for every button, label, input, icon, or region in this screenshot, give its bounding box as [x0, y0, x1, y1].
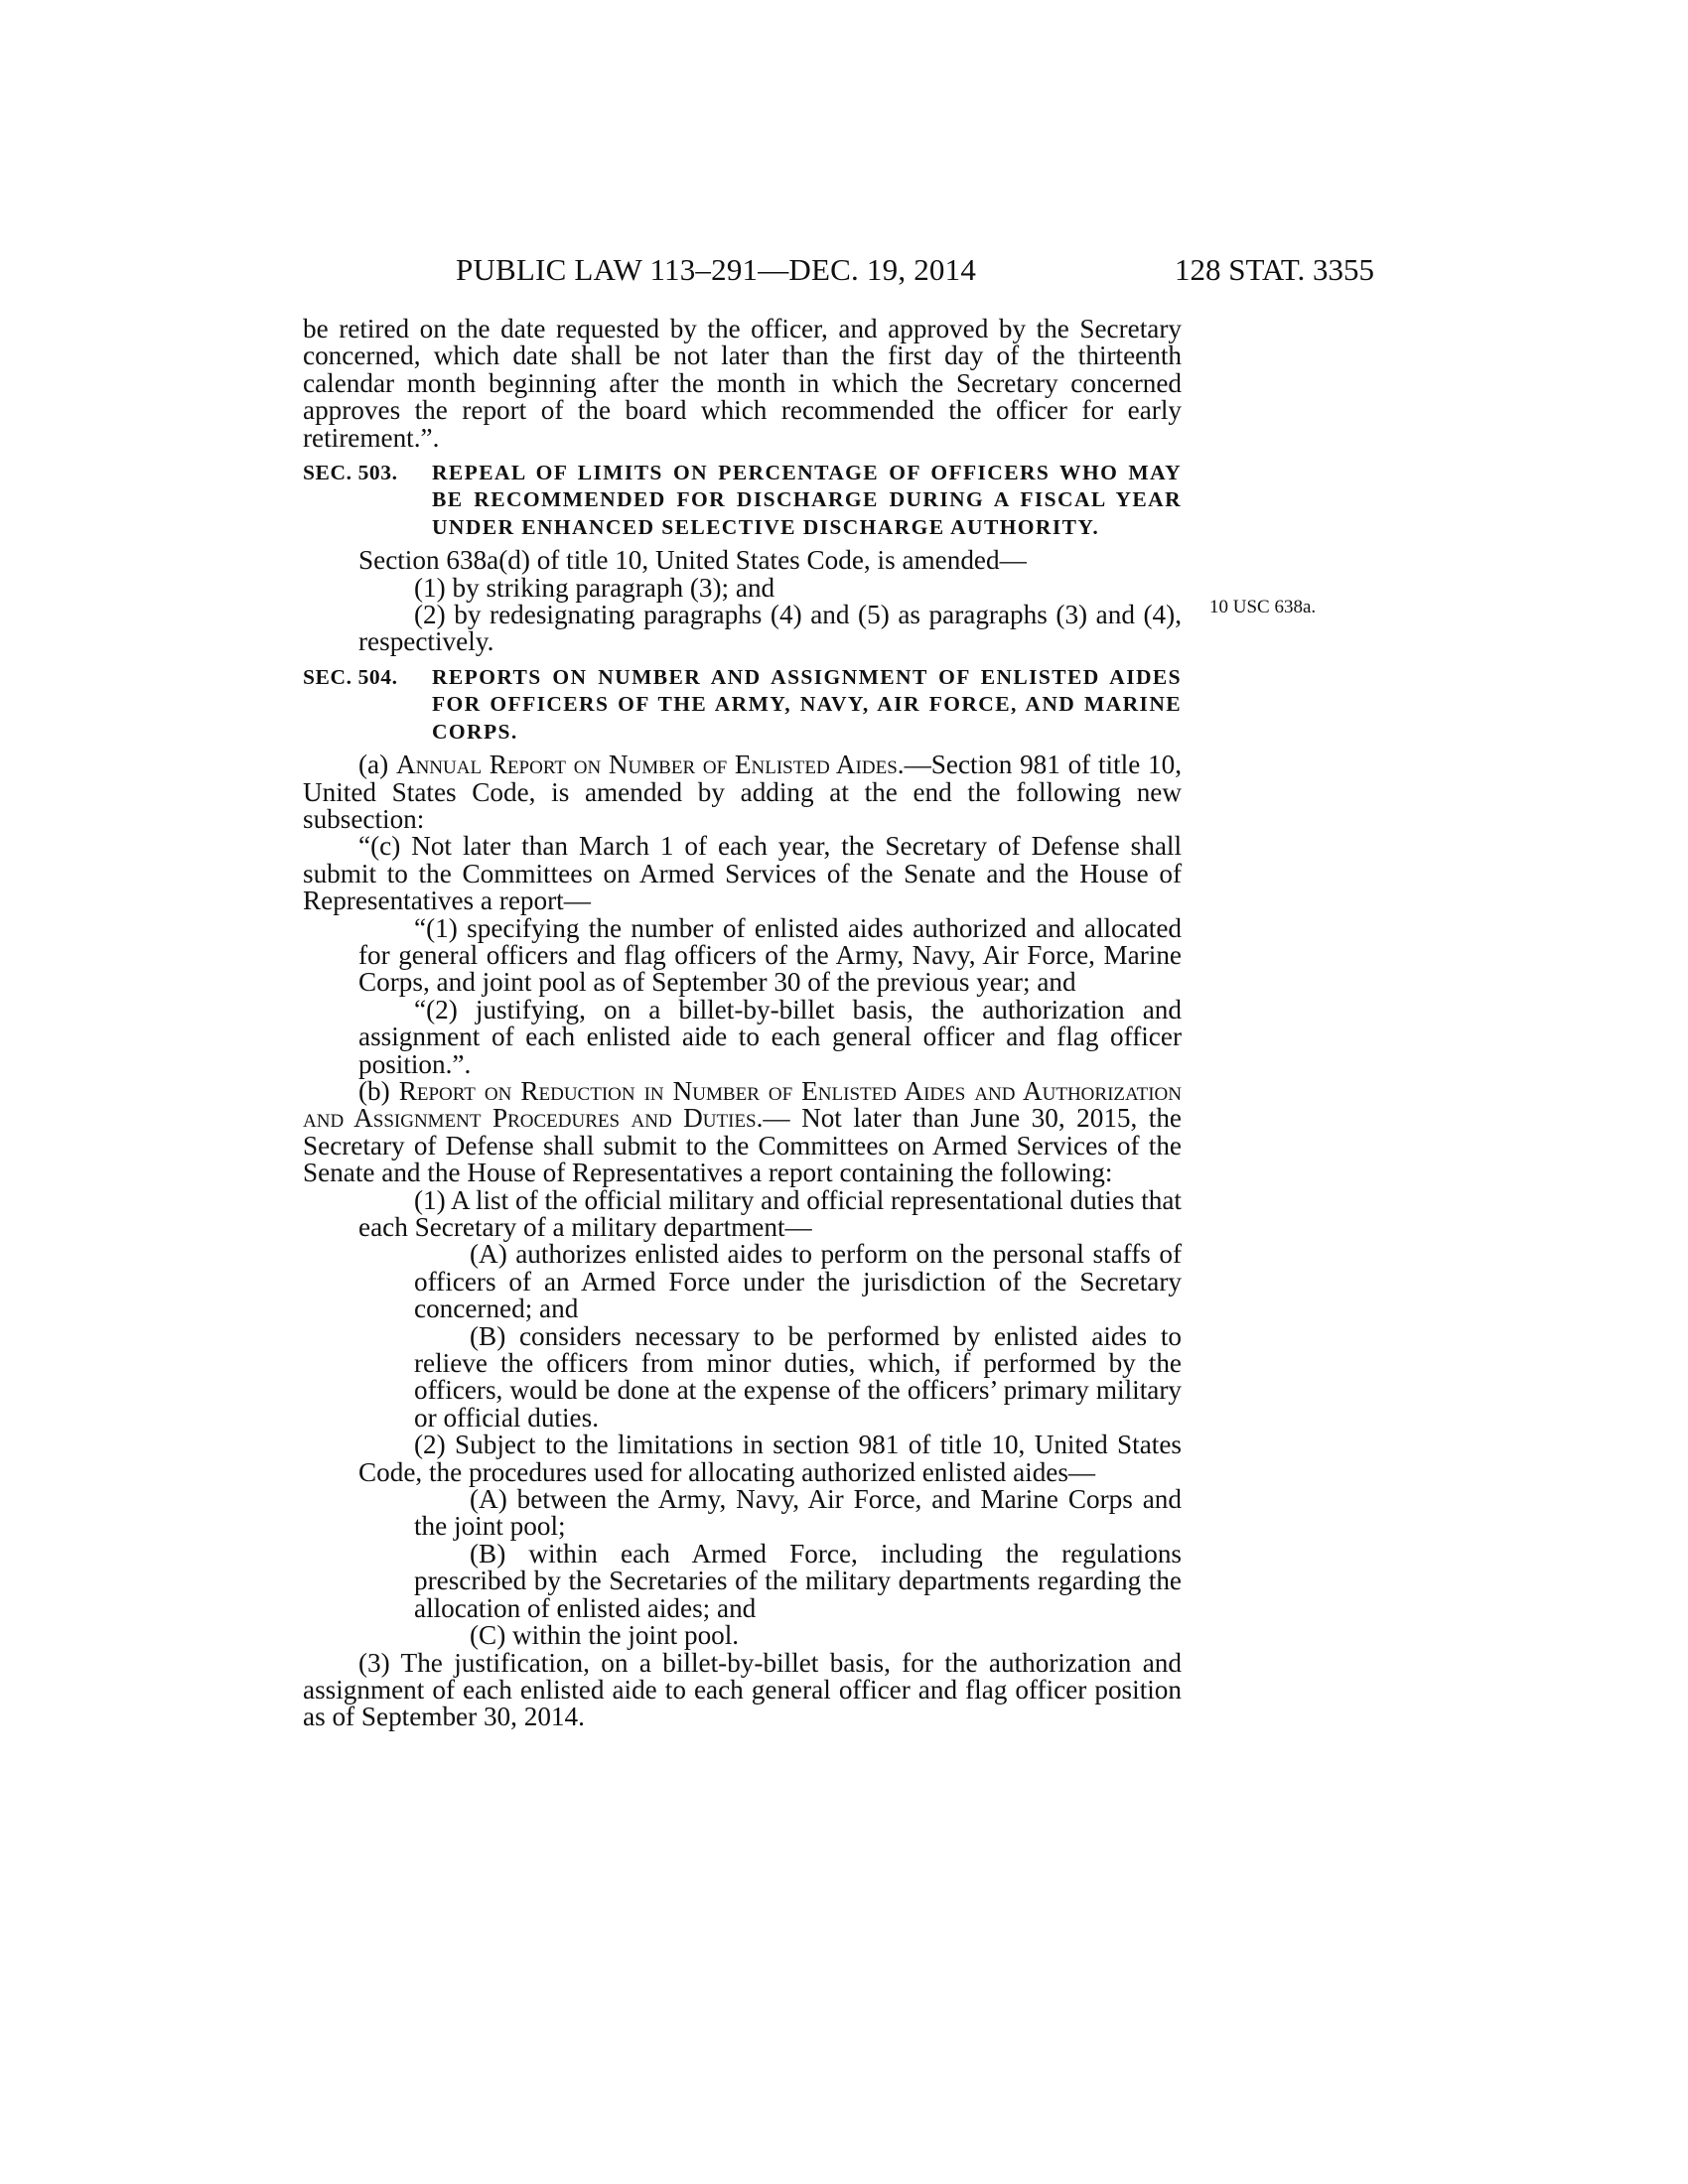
page-header: [456, 248, 1374, 292]
paragraph-item-1: (1) A list of the official military and official representational duties that each Secretary of a military department—: [358, 1184, 1182, 1242]
subsection-heading: Report on Reduction in Number of Enlisted Aides and Authorization and Assignment Procedures and Duties.: [303, 1075, 1182, 1134]
paragraph-subitem-c: (C) within the joint pool.: [470, 1620, 740, 1651]
paragraph-section-638a: Section 638a(d) of title 10, United States Code, is amended—: [358, 545, 1027, 576]
paragraph-subitem-b: (B) considers necessary to be performed by enlisted aides to relieve the officers from minor duties, which, if performed by the officers, would be done at the expense of the officers’ primary military or official duties.: [414, 1320, 1182, 1433]
paragraph-subsection-b: [303, 1075, 1183, 1188]
section-number: SEC. 503.: [303, 461, 398, 485]
subsection-heading: Annual Report on Number of Enlisted Aides.: [395, 750, 905, 780]
paragraph-item-3: (3) The justification, on a billet-by-billet basis, for the authorization and assignment of each enlisted aide to each general officer and flag officer position as of September 30, 2014.: [303, 1647, 1182, 1732]
paragraph-subitem-a: (A) authorizes enlisted aides to perform on the personal staffs of officers of an Armed Force under the jurisdiction of the Secretary concerned; and: [414, 1239, 1182, 1324]
section-heading-503: [303, 460, 1182, 541]
subsection-text: —Section 981 of title 10, United States Code, is amended by adding at the end the following new subsection:: [303, 750, 1183, 834]
paragraph-item-2: (2) Subject to the limitations in section 981 of title 10, United States Code, the procedures used for allocating authorized enlisted aides—: [358, 1430, 1182, 1487]
paragraph-quoted-item-1: “(1) specifying the number of enlisted aides authorized and allocated for general officers and flag officers of the Army, Navy, Air Force, Marine Corps, and joint pool as of September 30 of the previous year; and: [358, 912, 1182, 998]
paragraph-subitem-a: (A) between the Army, Navy, Air Force, and Marine Corps and the joint pool;: [414, 1484, 1182, 1542]
document-body: [303, 316, 1182, 1731]
paragraph-subitem-b: (B) within each Armed Force, including the regulations prescribed by the Secretaries of the military departments regarding the allocation of enlisted aides; and: [414, 1538, 1182, 1623]
subsection-label: (a): [358, 750, 396, 780]
running-head: PUBLIC LAW 113–291—DEC. 19, 2014: [456, 252, 977, 287]
section-number: SEC. 504.: [303, 664, 398, 689]
margin-note-usc-citation: 10 USC 638a.: [1209, 597, 1317, 617]
paragraph-quoted-item-2: “(2) justifying, on a billet-by-billet basis, the authorization and assignment of each enlisted aide to each general officer and flag officer position.”.: [358, 994, 1182, 1079]
section-title: REPORTS ON NUMBER AND ASSIGNMENT OF ENLISTED AIDES FOR OFFICERS OF THE ARMY, NAVY, AIR FORCE, AND MARINE CORPS.: [432, 664, 1182, 744]
paragraph-item-1: (1) by striking paragraph (3); and: [414, 572, 775, 603]
subsection-text: — Not later than June 30, 2015, the Secretary of Defense shall submit to the Committees on Armed Services of the Senate and the House of Representatives a report containing the following:: [303, 1103, 1183, 1188]
paragraph-subsection-a: [303, 751, 1182, 833]
paragraph-quoted-subsection-c: “(c) Not later than March 1 of each year, the Secretary of Defense shall submit to the Committees on Armed Services of the Senate and the House of Representatives a report—: [303, 831, 1182, 916]
statute-page-number: 128 STAT. 3355: [1174, 252, 1374, 287]
section-title: REPEAL OF LIMITS ON PERCENTAGE OF OFFICERS WHO MAY BE RECOMMENDED FOR DISCHARGE DURING A FISCAL YEAR UNDER ENHANCED SELECTIVE DISCHARGE AUTHORITY.: [432, 461, 1182, 539]
subsection-label: (b): [358, 1075, 399, 1106]
paragraph-item-2: (2) by redesignating paragraphs (4) and (5) as paragraphs (3) and (4), respectively.: [358, 600, 1182, 657]
paragraph-continued: be retired on the date requested by the officer, and approved by the Secretary concerned, which date shall be not later than the first day of the thirteenth calendar month beginning after the month in which the Secretary concerned approves the report of the board which recommended the officer for early retirement.”.: [303, 314, 1182, 453]
section-heading-504: [303, 664, 1182, 746]
